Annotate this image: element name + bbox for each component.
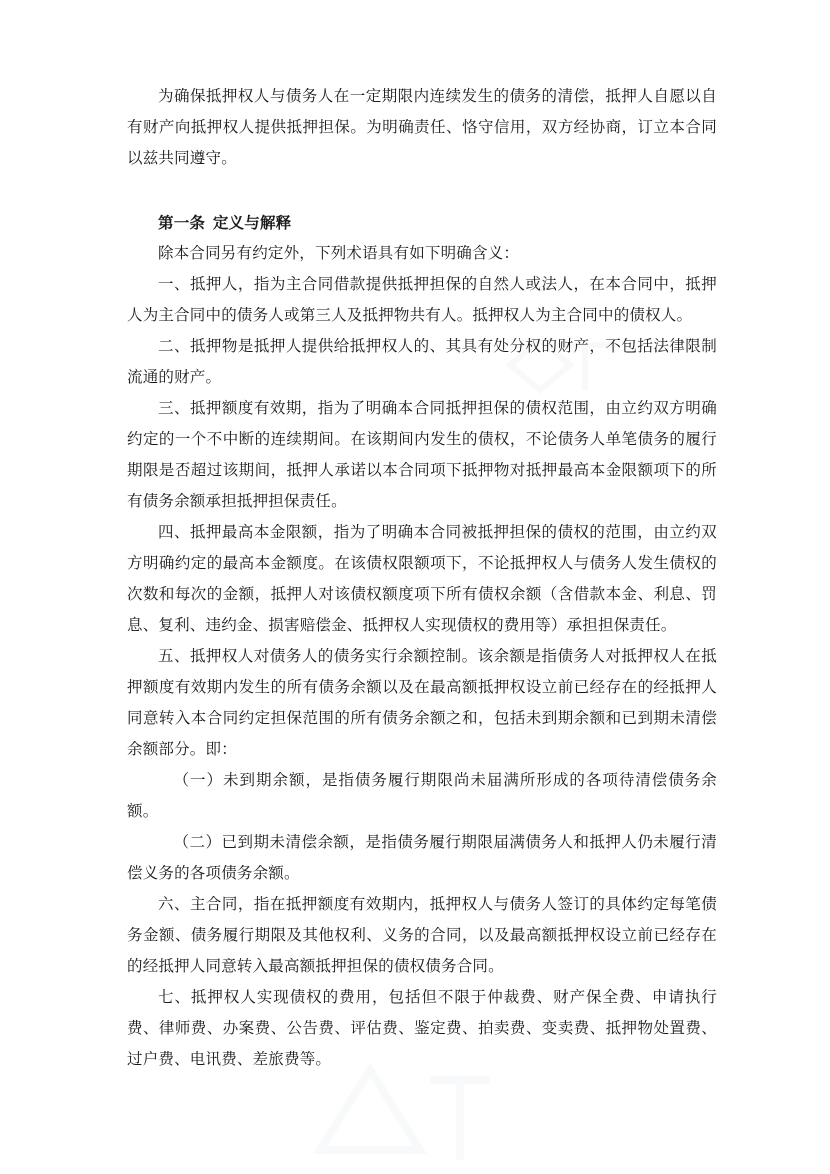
definition-item: 一、抵押人，指为主合同借款提供抵押担保的自然人或法人，在本合同中，抵押人为主合同中的债务人或第三人及抵押物共有人。抵押权人为主合同中的债权人。 [127, 275, 717, 324]
definition-item: 七、抵押权人实现债权的费用，包括但不限于仲裁费、财产保全费、申请执行费、律师费、办案费、公告费、评估费、鉴定费、拍卖费、变卖费、抵押物处置费、过户费、电讯费、差旅费等。 [127, 988, 717, 1068]
definition-subitem: （二）已到期未清偿余额，是指债务履行期限届满债务人和抵押人仍未履行清偿义务的各项债务余额。 [127, 833, 717, 882]
definition-item: 六、主合同，指在抵押额度有效期内，抵押权人与债务人签订的具体约定每笔债务金额、债务履行期限及其他权利、义务的合同，以及最高额抵押权设立前已经存在的经抵押人同意转入最高额抵押担保的债权债务合同。 [127, 895, 717, 975]
intro-paragraph: 为确保抵押权人与债务人在一定期限内连续发生的债务的清偿，抵押人自愿以自有财产向抵押权人提供抵押担保。为明确责任、恪守信用，双方经协商，订立本合同以兹共同遵守。 [127, 87, 717, 167]
definition-subitem: （一）未到期余额，是指债务履行期限尚未届满所形成的各项待清偿债务余额。 [127, 771, 717, 820]
article-lead: 除本合同另有约定外，下列术语具有如下明确含义： [158, 244, 520, 262]
article-title: 定义与解释 [212, 213, 292, 232]
definition-item: 二、抵押物是抵押人提供给抵押权人的、其具有处分权的财产，不包括法律限制流通的财产。 [127, 337, 717, 386]
definition-item: 四、抵押最高本金限额，指为了明确本合同被抵押担保的债权的范围，由立约双方明确约定的最高本金额度。在该债权限额项下，不论抵押权人与债务人发生债权的次数和每次的金额，抵押人对该债权额度项下所有债权余额（含借款本金、利息、罚息、复利、违约金、损害赔偿金、抵押权人实现债权的费用等）承担担保责任。 [127, 523, 717, 634]
definition-item: 三、抵押额度有效期，指为了明确本合同抵押担保的债权范围，由立约双方明确约定的一个不中断的连续期间。在该期间内发生的债权，不论债务人单笔债务的履行期限是否超过该期间，抵押人承诺以本合同项下抵押物对抵押最高本金限额项下的所有债务余额承担抵押担保责任。 [127, 399, 717, 510]
article-heading [127, 207, 717, 238]
definition-item: 五、抵押权人对债务人的债务实行余额控制。该余额是指债务人对抵押权人在抵押额度有效期内发生的所有债务余额以及在最高额抵押权设立前已经存在的经抵押人同意转入本合同约定担保范围的所有债务余额之和，包括未到期余额和已到期未清偿余额部分。即： [127, 647, 717, 758]
article-number: 第一条 [158, 213, 206, 232]
document-body [127, 81, 717, 1075]
section-spacer [127, 174, 717, 207]
